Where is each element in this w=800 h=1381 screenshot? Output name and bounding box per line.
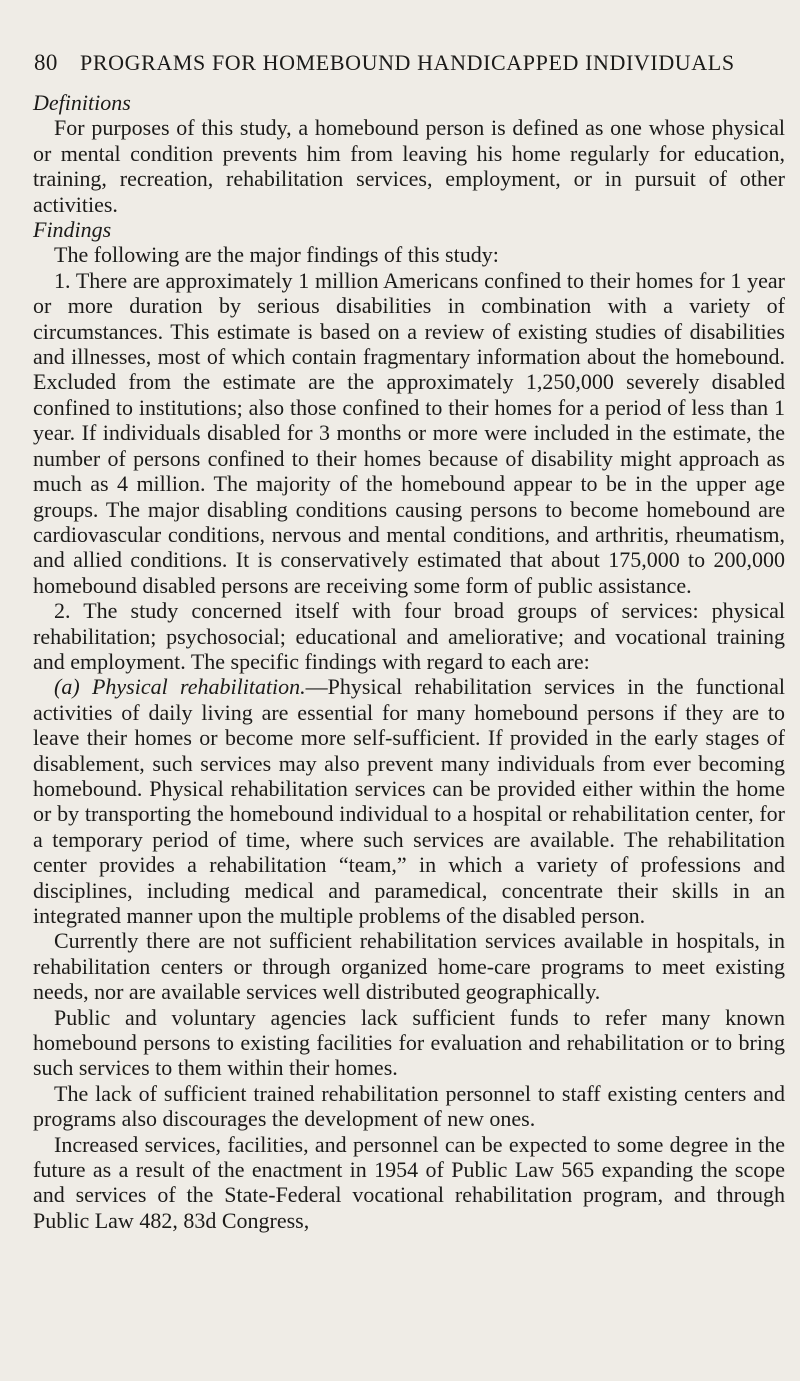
page-number: 80 — [34, 50, 58, 75]
findings-intro: The following are the major findings of this study: — [54, 242, 499, 268]
body-text — [33, 90, 785, 1233]
definitions-heading: Definitions — [33, 90, 131, 115]
paragraph-currently: Currently there are not sufficient rehabilitation services available in hospitals, in rehabilitation centers or through organized home-care programs to meet existing needs, nor are available services well distributed geographically. — [33, 928, 785, 1005]
findings-heading: Findings — [33, 217, 112, 243]
paragraph-personnel-lack: The lack of sufficient trained rehabilitation personnel to staff existing centers and programs also discourages the development of new ones. — [33, 1080, 785, 1132]
paragraph-public-agencies: Public and voluntary agencies lack sufficient funds to refer many known homebound persons to existing facilities for evaluation and rehabilitation or to bring such services to them within their homes. — [33, 1004, 785, 1081]
paragraph-increased-services: Increased services, facilities, and personnel can be expected to some degree in the future as a result of the enactment in 1954 of Public Law 565 expanding the scope and services of the State-Federal vocational rehabilitation program, and through Public Law 482, 83d Congress, — [33, 1131, 785, 1233]
header-title: PROGRAMS FOR HOMEBOUND HANDICAPPED INDIVIDUALS — [80, 50, 735, 75]
finding-item-2: 2. The study concerned itself with four broad groups of services: physical rehabilitation; psychosocial; educational and ameliorative; and vocational training and employment. The specific findings with regard to each are: — [33, 598, 785, 674]
finding-item-1: 1. There are approximately 1 million Americans confined to their homes for 1 year or more duration by serious disabilities in combination with a variety of circumstances. This estimate is based on a review of existing studies of disabilities and illnesses, most of which contain fragmentary information about the homebound. Excluded from the estimate are the approximately 1,250,000 severely disabled confined to institutions; also those confined to their homes for a period of less than 1 year. If individuals disabled for 3 months or more were included in the estimate, the number of persons confined to their homes because of disability might approach as much as 4 million. The majority of the homebound appear to be in the upper age groups. The major disabling conditions causing persons to become homebound are cardiovascular conditions, nervous and mental conditions, and arthritis, rheumatism, and allied conditions. It is conservatively estimated that about 175,000 to 200,000 homebound disabled persons are receiving some form of public assistance. — [33, 267, 785, 598]
definitions-paragraph: For purposes of this study, a homebound person is defined as one whose physical or mental condition prevents him from leaving his home regularly for education, training, recreation, rehabilitation services, employment, or in pursuit of other activities. — [33, 115, 785, 217]
finding-item-2a-label: (a) Physical rehabilitation. — [54, 674, 306, 700]
running-header — [34, 50, 784, 76]
finding-item-2a-text: —Physical rehabilitation services in the functional activities of daily living are essential for many homebound persons if they are to leave their homes or become more self-sufficient. If provided in the early stages of disablement, such services may also prevent many individuals from ever becoming homebound. Physical rehabilitation services can be provided either within the home or by transporting the homebound individual to a hospital or rehabilitation center, for a temporary period of time, where such services are available. The rehabilitation center provides a rehabilitation “team,” in which a variety of professions and disciplines, including medical and paramedical, concentrate their skills in an integrated manner upon the multiple problems of the disabled person. — [33, 674, 785, 928]
finding-item-2a — [33, 674, 785, 928]
